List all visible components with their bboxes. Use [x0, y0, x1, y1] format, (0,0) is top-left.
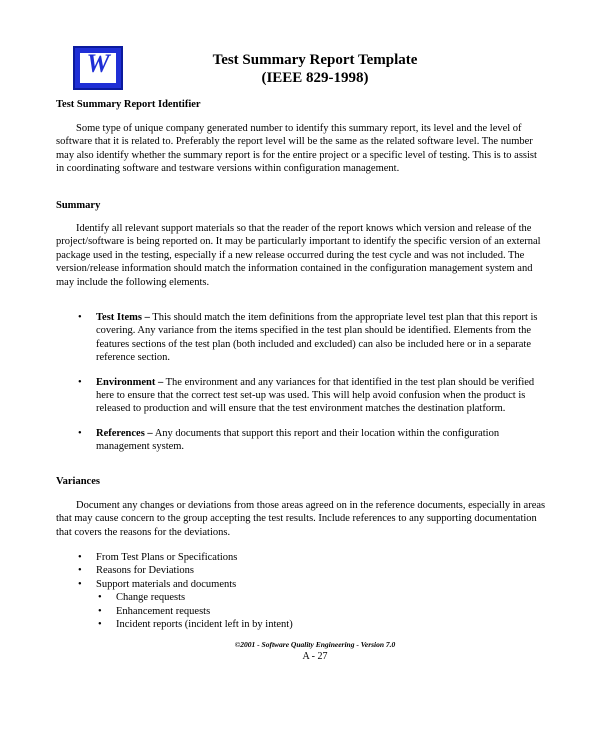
word-logo-letter: W	[86, 49, 110, 78]
document-title: Test Summary Report Template	[212, 52, 418, 68]
word-document-icon	[73, 46, 123, 90]
list-item: • Environment – The environment and any variances for that identified in the test plan should be verified here to ensure that the correct test set-up was used. This will help avoid confusion when the product is released to production and will ensure that the test environment matches the destination platform.	[78, 376, 535, 415]
bullet-icon: •	[78, 376, 82, 388]
identifier-heading: Test Summary Report Identifier	[56, 99, 201, 110]
list-item: • Test Items – This should match the item definitions from the appropriate level test plan that this report is covering. Any variance from the items specified in the test plan should be identified. Elements from the features sections of the test plan (both included and excluded) can also be included here or in a separate reference section.	[78, 312, 538, 364]
list-item: • From Test Plans or Specifications	[78, 552, 238, 563]
list-item: • Incident reports (incident left in by intent)	[98, 619, 293, 631]
list-item: • Enhancement requests	[98, 605, 211, 617]
summary-bullet-list	[56, 311, 546, 465]
page-number: A - 27	[302, 651, 328, 662]
page-footer: ©2001 - Software Quality Engineering - Version 7.0	[234, 640, 396, 649]
list-item: • Reasons for Deviations	[78, 565, 194, 577]
list-item: • Change requests	[98, 592, 186, 604]
bullet-icon: •	[78, 552, 82, 563]
bullet-icon: •	[98, 605, 102, 617]
document-subtitle: (IEEE 829-1998)	[261, 70, 369, 86]
bullet-icon: •	[98, 619, 102, 631]
bullet-icon: •	[78, 578, 82, 590]
variances-heading: Variances	[56, 476, 100, 487]
variances-paragraph: Document any changes or deviations from those areas agreed on in the reference documents, especially in areas that may cause concern to the group accepting the test results. Include references to any supporting documentation that covers the reasons for the deviations.	[56, 500, 546, 538]
bullet-icon: •	[78, 427, 82, 439]
list-item: • References – Any documents that support this report and their location within the configuration management system.	[78, 427, 500, 453]
summary-heading: Summary	[56, 200, 101, 211]
variances-list	[56, 551, 546, 631]
identifier-paragraph: Some type of unique company generated number to identify this summary report, its level and the level of software that it is related to. Preferably the report level will be the same as the related software level. The number may also identify whether the summary report is for the entire project or a specific level of testing. This is to assist in coordinating software and testware versions within configuration management.	[56, 123, 537, 175]
list-item: • Support materials and documents	[78, 578, 237, 590]
bullet-icon: •	[78, 312, 82, 323]
summary-paragraph: Identify all relevant support materials so that the reader of the report knows which version and release of the project/software is being reported on. It may be particularly important to identify the specific version of an external package used in the testing, especially if a new release occurred during the test cycle and was not included. The version/release information should match the information contained in the configuration management system and may include the following elements.	[56, 223, 541, 288]
bullet-icon: •	[78, 565, 82, 577]
bullet-icon: •	[98, 592, 102, 604]
